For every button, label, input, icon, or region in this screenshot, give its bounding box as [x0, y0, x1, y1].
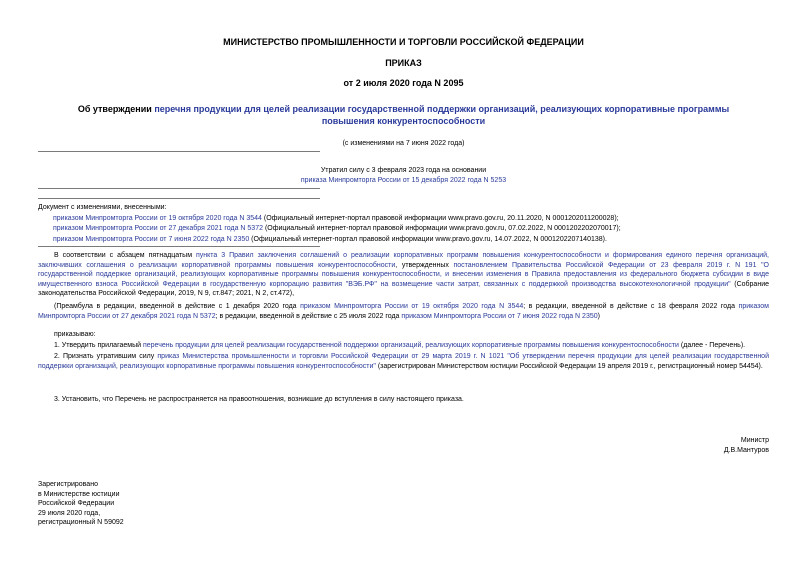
divider-amendments [38, 246, 320, 247]
divider-status-1 [38, 188, 320, 189]
registration-line: в Министерстве юстиции [38, 490, 120, 498]
document-type: ПРИКАЗ [385, 58, 422, 68]
order-item-2 [38, 352, 769, 371]
registration-line: Зарегистрировано [38, 481, 98, 488]
government-decree-link[interactable]: постановлением Правительства Российской Федерации от 23 февраля 2019 г. N 191 "О государственной поддержке организаций, реализующих корпоративные программы повышения конкурентоспособности, и внесении изменения в Правила предоставления из федерального бюджета субсидии в виде имущественного взноса Российской Федерации в государственную корпорацию развития "ВЭБ.РФ" на возмещение части затрат, связанных с поддержкой производства высокотехнологичной продукции" [38, 261, 769, 288]
item-text: 1. Утвердить прилагаемый [54, 342, 143, 349]
amendment-text: (Официальный интернет-портал правовой информации www.pravo.gov.ru, 20.11.2020, N 0001202011200028); [261, 214, 619, 222]
changes-note: (с изменениями на 7 июня 2022 года) [342, 140, 465, 147]
amendment-item [38, 214, 769, 224]
divider-top [38, 151, 320, 152]
status-link[interactable]: приказа Минпромторга России от 15 декабря 2022 года N 5253 [300, 177, 507, 184]
amendment-text: (Официальный интернет-портал правовой информации www.pravo.gov.ru, 14.07.2022, N 0001202207140138). [249, 235, 607, 243]
preamble-text: , утвержденных [395, 261, 454, 269]
amendment-link[interactable]: приказом Минпромторга России от 27 декабря 2021 года N 5372 [53, 225, 263, 233]
item-text: (зарегистрирован Министерством юстиции Российской Федерации 19 апреля 2019 г., регистрационный номер 54454). [375, 362, 763, 370]
item-text: 2. Признать утратившим силу [54, 353, 158, 360]
order-item-3: 3. Установить, что Перечень не распространяется на правоотношения, возникшие до вступления в силу настоящего приказа. [54, 396, 464, 403]
edition-text: ) [597, 312, 600, 320]
item-text: (далее - Перечень). [678, 342, 746, 349]
edition-link[interactable]: приказом Минпромторга России от 19 октября 2020 года N 3544 [300, 303, 524, 310]
ministry-heading: МИНИСТЕРСТВО ПРОМЫШЛЕННОСТИ И ТОРГОВЛИ РОССИЙСКОЙ ФЕДЕРАЦИИ [223, 37, 584, 47]
document-date-number: от 2 июля 2020 года N 2095 [343, 78, 464, 88]
registration-line: 29 июля 2020 года, [38, 509, 101, 517]
amendments-block [38, 203, 769, 244]
edition-text: ; в редакции, введенной в действие с 25 июля 2022 года [215, 312, 402, 320]
amendment-text: (Официальный интернет-портал правовой информации www.pravo.gov.ru, 07.02.2022, N 0001202202070017); [263, 225, 621, 233]
list-link[interactable]: перечень продукции для целей реализации государственной поддержки организаций, реализующих корпоративные программы повышения конкурентоспособности [142, 342, 679, 349]
subject-prefix: Об утверждении [77, 104, 155, 114]
signature-block [724, 436, 769, 455]
preamble-edition-note [38, 302, 769, 321]
amendment-link[interactable]: приказом Минпромторга России от 7 июня 2022 года N 2350 [53, 235, 250, 243]
preamble-text: В соответствии с абзацем пятнадцатым [54, 252, 196, 259]
document-subject [60, 104, 747, 127]
registration-line: регистрационный N 59092 [38, 519, 124, 527]
registration-line: Российской Федерации [38, 500, 115, 508]
edition-text: ; в редакции, введенной в действие с 18 февраля 2022 года [523, 303, 739, 310]
status-line: Утратил силу с 3 февраля 2023 года на основании [320, 167, 487, 174]
preamble-text: (Собрание законодательства Российской Федерации, 2019, N 9, ст.847; 2021, N 2, ст.472), [38, 280, 769, 298]
amendment-link[interactable]: приказом Минпромторга России от 19 октября 2020 года N 3544 [53, 214, 262, 222]
repealed-order-link[interactable]: приказ Министерства промышленности и торговли Российской Федерации от 29 марта 2019 г. N 1021 "Об утверждении перечня продукции для целей реализации государственной поддержки организаций, реализующих корпоративные программы повышения конкурентоспособности" [38, 353, 769, 370]
order-intro: приказываю: [54, 331, 96, 338]
divider-status-2 [38, 198, 320, 199]
subject-link[interactable]: перечня продукции для целей реализации государственной поддержки организаций, реализующих корпоративные программы повышения конкурентоспособности [154, 104, 730, 126]
signature-name: Д.В.Мантуров [723, 446, 769, 454]
edition-text: (Преамбула в редакции, введенной в действие с 1 декабря 2020 года [54, 303, 301, 310]
preamble-paragraph [38, 251, 769, 299]
signature-position: Министр [740, 437, 769, 444]
amendment-item [38, 224, 769, 234]
edition-link[interactable]: приказом Минпромторга России от 7 июня 2022 года N 2350 [401, 312, 598, 320]
amendment-item [38, 235, 769, 245]
edition-link[interactable]: приказом Минпромторга России от 27 декабря 2021 года N 5372 [38, 303, 769, 320]
amendments-title: Документ с изменениями, внесенными: [38, 204, 167, 211]
rules-link[interactable]: пункта 3 Правил заключения соглашений о реализации корпоративных программ повышения конкурентоспособности и формирования единого перечня организаций, заключивших соглашения о реализации корпоративной программы повышения конкурентоспособности [38, 252, 770, 269]
order-item-1 [38, 341, 769, 351]
registration-block [38, 480, 124, 528]
